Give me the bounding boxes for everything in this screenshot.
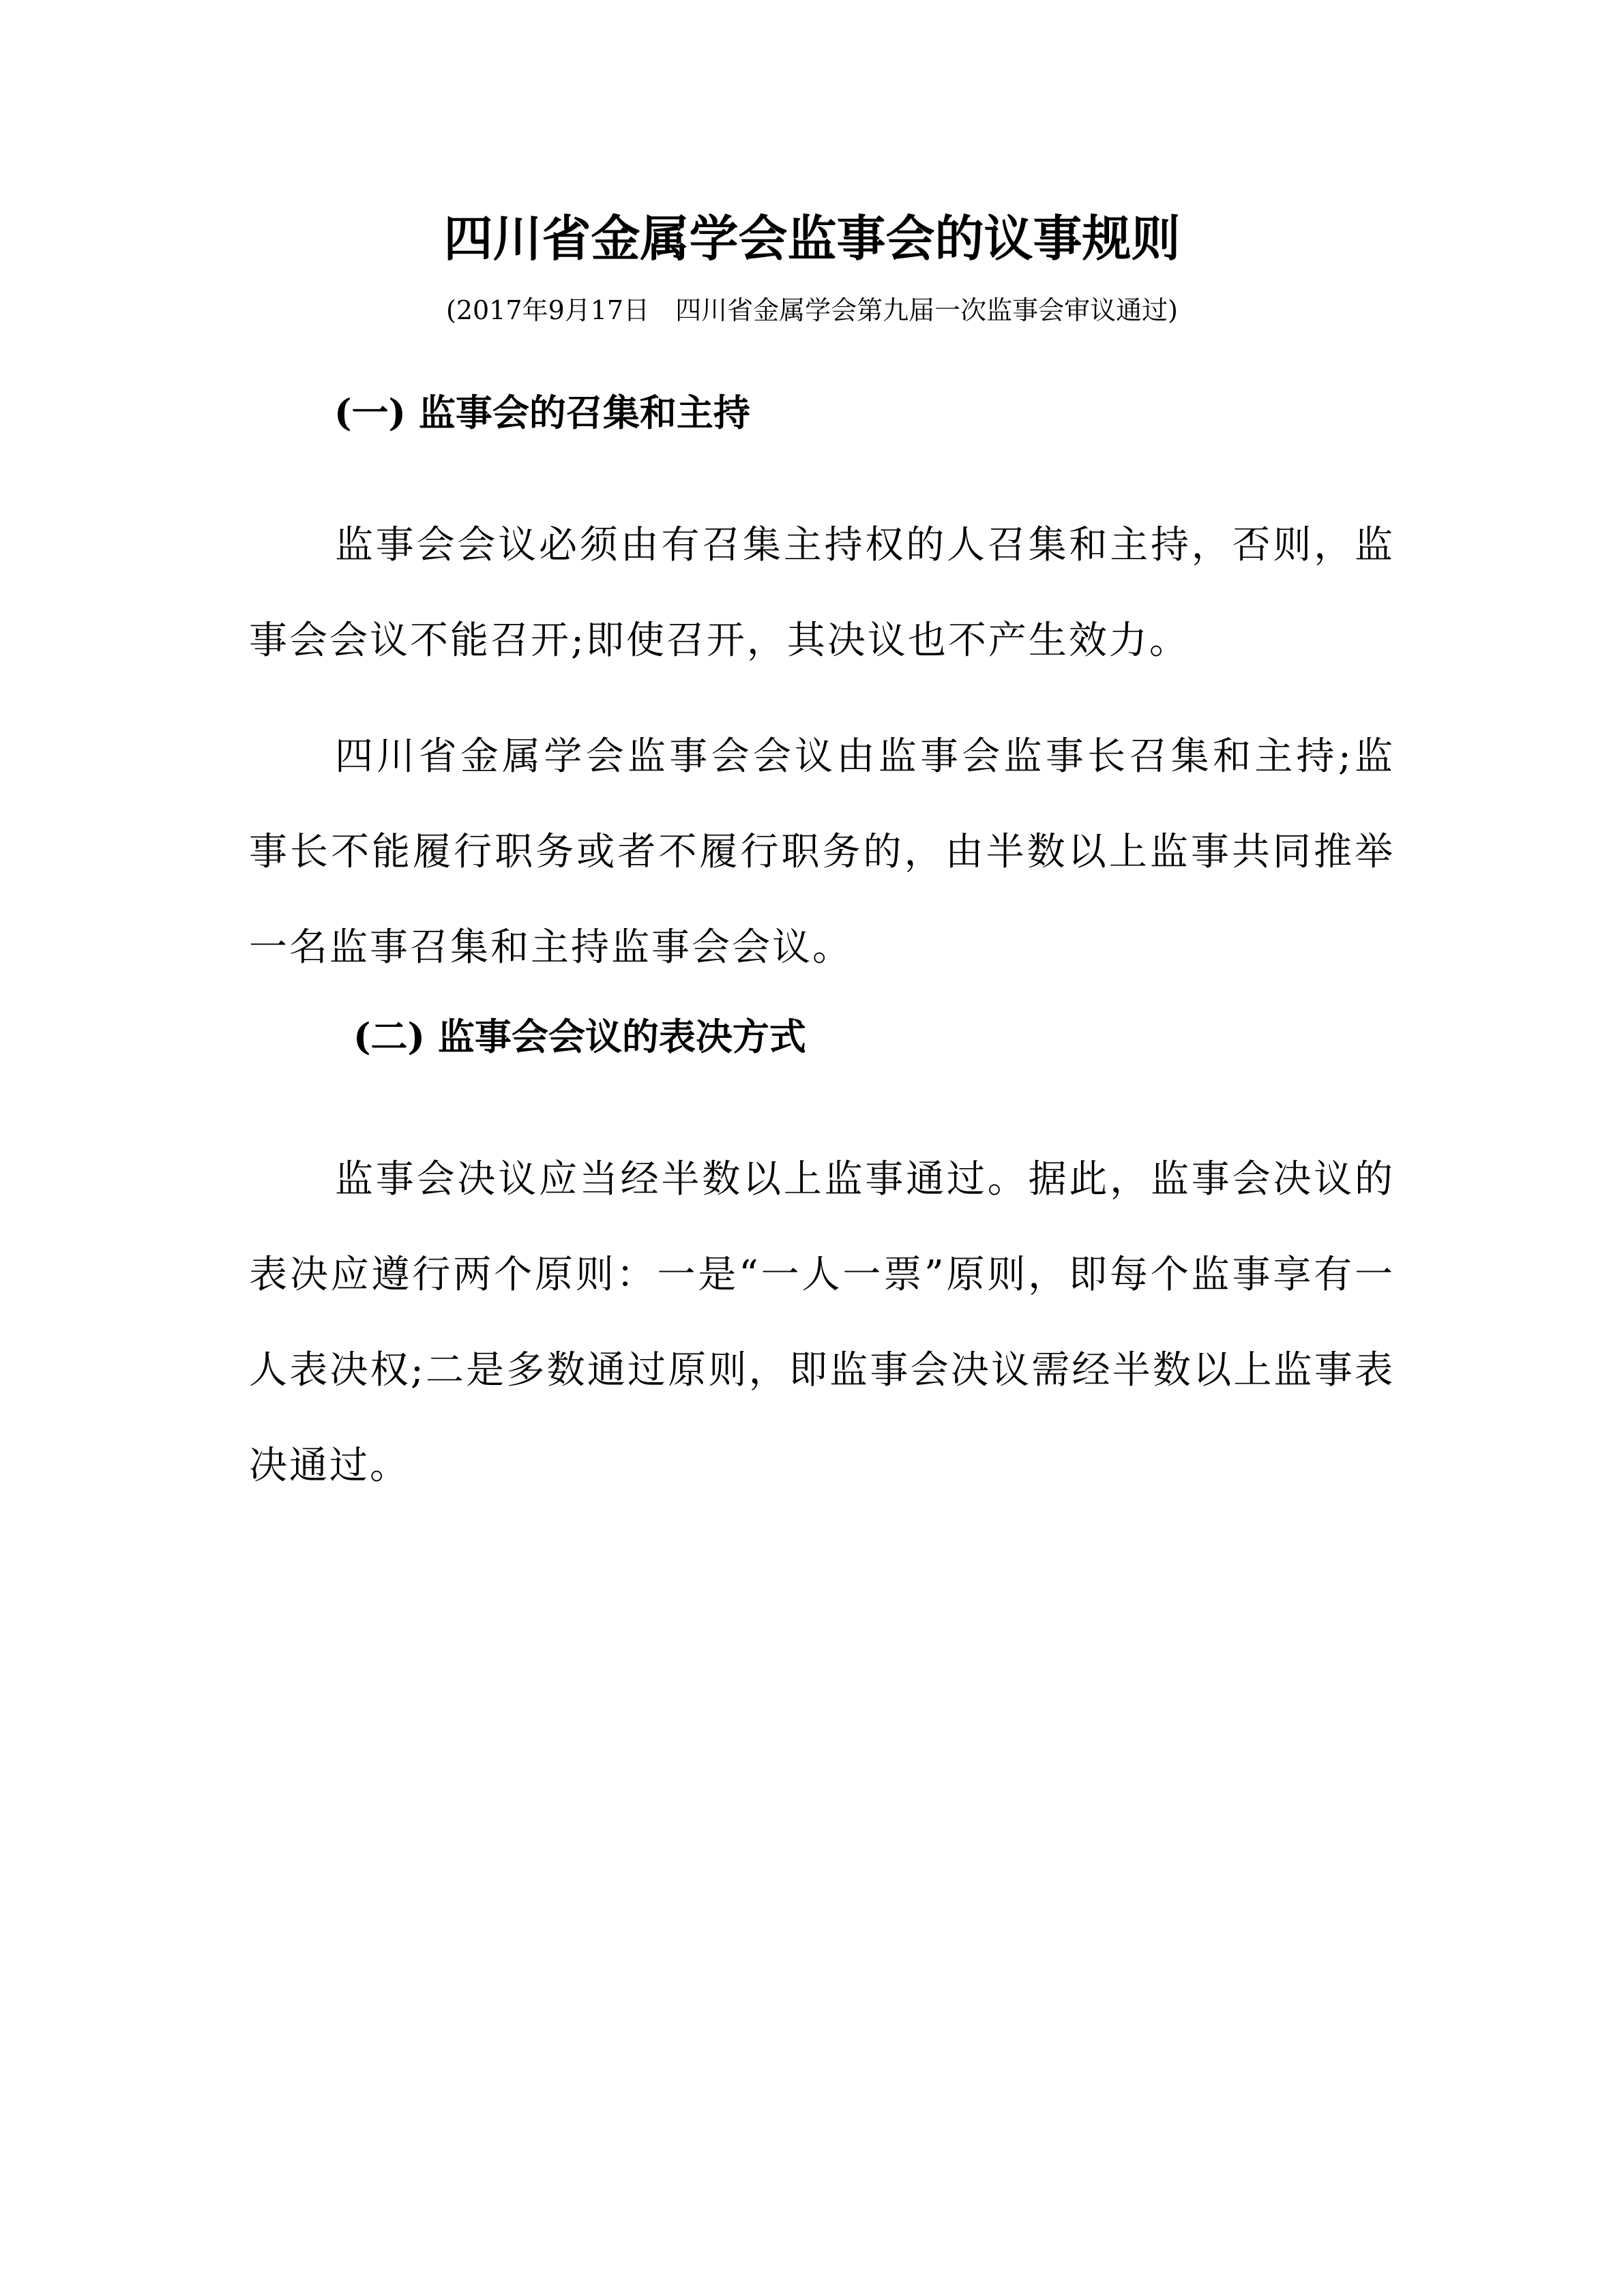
section-heading-2: (二) 监事会会议的表决方式 — [353, 1015, 806, 1058]
section-2-paragraph-1: 监事会决议应当经半数以上监事通过。据此，监事会决议的表决应遵行两个原则：一是“一人一票”原则，即每个监事享有一人表决权;二是多数通过原则，即监事会决议需经半数以上监事表决通过。 — [249, 1157, 1395, 1488]
section-heading-1: (一) 监事会的召集和主持 — [334, 391, 750, 434]
document-subtitle: (2017年9月17日 四川省金属学会第九届一次监事会审议通过) — [446, 295, 1178, 325]
document-title: 四川省金属学会监事会的议事规则 — [443, 209, 1181, 267]
section-1-paragraph-2: 四川省金属学会监事会会议由监事会监事长召集和主持;监事长不能履行职务或者不履行职务的，由半数以上监事共同推举一名监事召集和主持监事会会议。 — [249, 734, 1395, 970]
section-1-paragraph-1: 监事会会议必须由有召集主持权的人召集和主持，否则，监事会会议不能召开;即使召开，其决议也不产生效力。 — [249, 523, 1395, 663]
